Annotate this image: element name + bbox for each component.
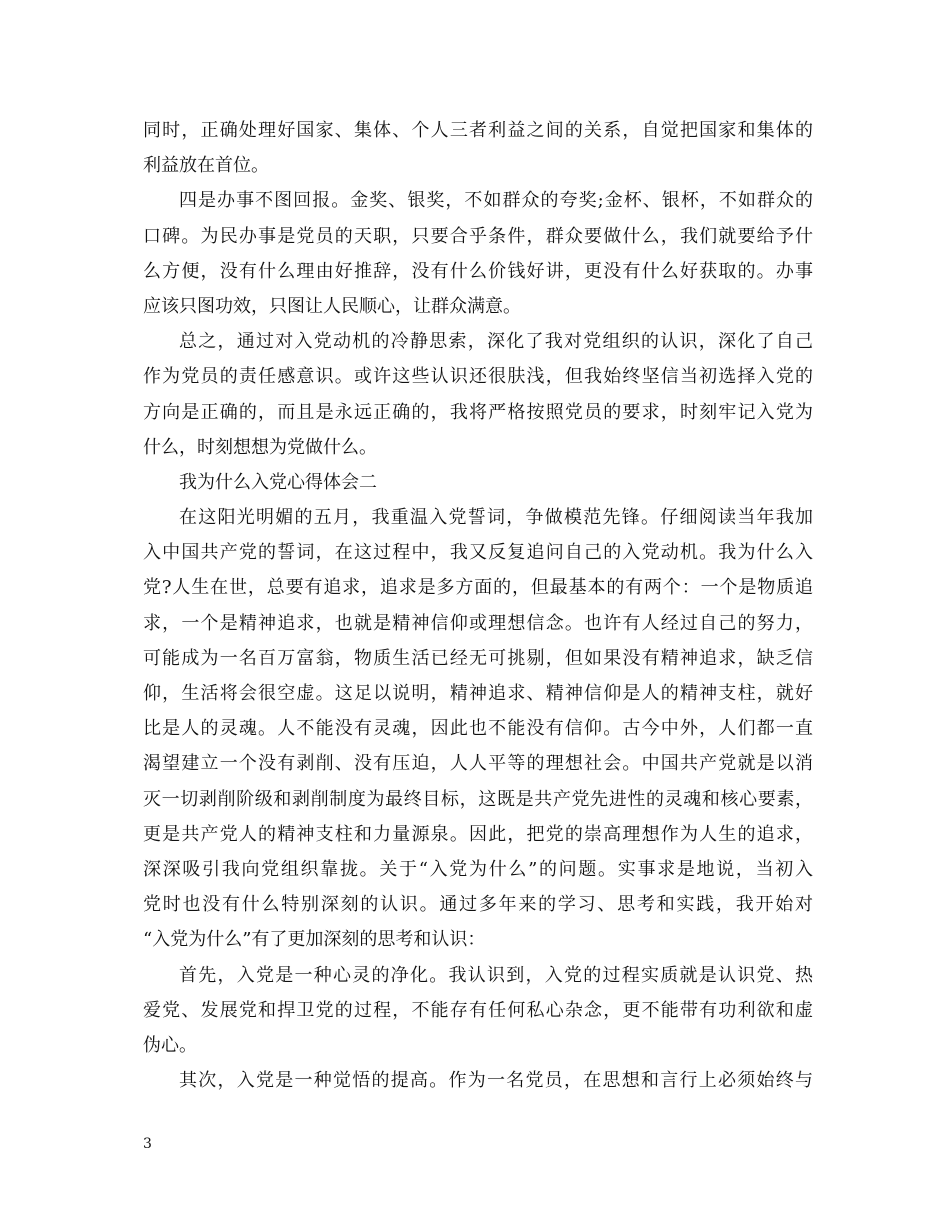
text-line: 可能成为一名百万富翁，物质生活已经无可挑剔，但如果没有精神追求，缺乏信 [143, 647, 813, 669]
text-line: 灭一切剥削阶级和剥削制度为最终目标，这既是共产党先进性的灵魂和核心要素， [143, 788, 813, 810]
text-line: 其次，入党是一种觉悟的提高。作为一名党员，在思想和言行上必须始终与 [179, 1070, 813, 1092]
text-line: 方向是正确的，而且是永远正确的，我将严格按照党员的要求，时刻牢记入党为 [143, 401, 813, 423]
text-line: 么方便，没有什么理由好推辞，没有什么价钱好讲，更没有什么好获取的。办事 [143, 260, 813, 282]
text-line: 仰，生活将会很空虚。这足以说明，精神追求、精神信仰是人的精神支柱，就好 [143, 683, 813, 704]
text-line: 伪心。 [143, 1034, 197, 1056]
text-line: 更是共产党人的精神支柱和力量源泉。因此，把党的崇高理想作为人生的追求， [143, 823, 813, 845]
document-body [143, 113, 813, 1098]
text-line: 应该只图功效，只图让人民顺心，让群众满意。 [143, 295, 521, 317]
text-line: 作为党员的责任感意识。或许这些认识还很肤浅，但我始终坚信当初选择入党的 [143, 366, 813, 388]
text-line: “入党为什么”有了更加深刻的思考和认识： [143, 929, 486, 951]
text-line: 党时也没有什么特别深刻的认识。通过多年来的学习、思考和实践，我开始对 [143, 894, 813, 916]
text-line: 在这阳光明媚的五月，我重温入党誓词，争做模范先锋。仔细阅读当年我加 [179, 507, 813, 529]
text-line: 利益放在首位。 [143, 155, 269, 177]
text-line: 深深吸引我向党组织靠拢。关于“入党为什么”的问题。实事求是地说，当初入 [143, 858, 813, 880]
text-line: 党?人生在世，总要有追求，追求是多方面的，但最基本的有两个：一个是物质追 [143, 577, 813, 599]
text-line: 四是办事不图回报。金奖、银奖，不如群众的夸奖;金杯、银杯，不如群众的 [179, 190, 813, 212]
text-line: 入中国共产党的誓词，在这过程中，我又反复追问自己的入党动机。我为什么入 [143, 542, 813, 564]
text-line: 同时，正确处理好国家、集体、个人三者利益之间的关系，自觉把国家和集体的 [143, 120, 813, 141]
text-line: 总之，通过对入党动机的冷静思索，深化了我对党组织的认识，深化了自己 [179, 331, 813, 353]
text-line: 比是人的灵魂。人不能没有灵魂，因此也不能没有信仰。古今中外，人们都一直 [143, 718, 813, 740]
text-line: 求，一个是精神追求，也就是精神信仰或理想信念。也许有人经过自己的努力， [143, 612, 813, 634]
page-number: 3 [143, 1136, 152, 1152]
text-line: 爱党、发展党和捍卫党的过程，不能存有任何私心杂念，更不能带有功利欲和虚 [143, 999, 813, 1021]
text-line: 渴望建立一个没有剥削、没有压迫，人人平等的理想社会。中国共产党就是以消 [143, 753, 813, 775]
text-line: 什么，时刻想想为党做什么。 [143, 436, 377, 458]
text-line: 口碑。为民办事是党员的天职，只要合乎条件，群众要做什么，我们就要给予什 [143, 225, 813, 247]
text-line: 我为什么入党心得体会二 [179, 471, 377, 493]
text-line: 首先，入党是一种心灵的净化。我认识到，入党的过程实质就是认识党、热 [179, 964, 813, 986]
